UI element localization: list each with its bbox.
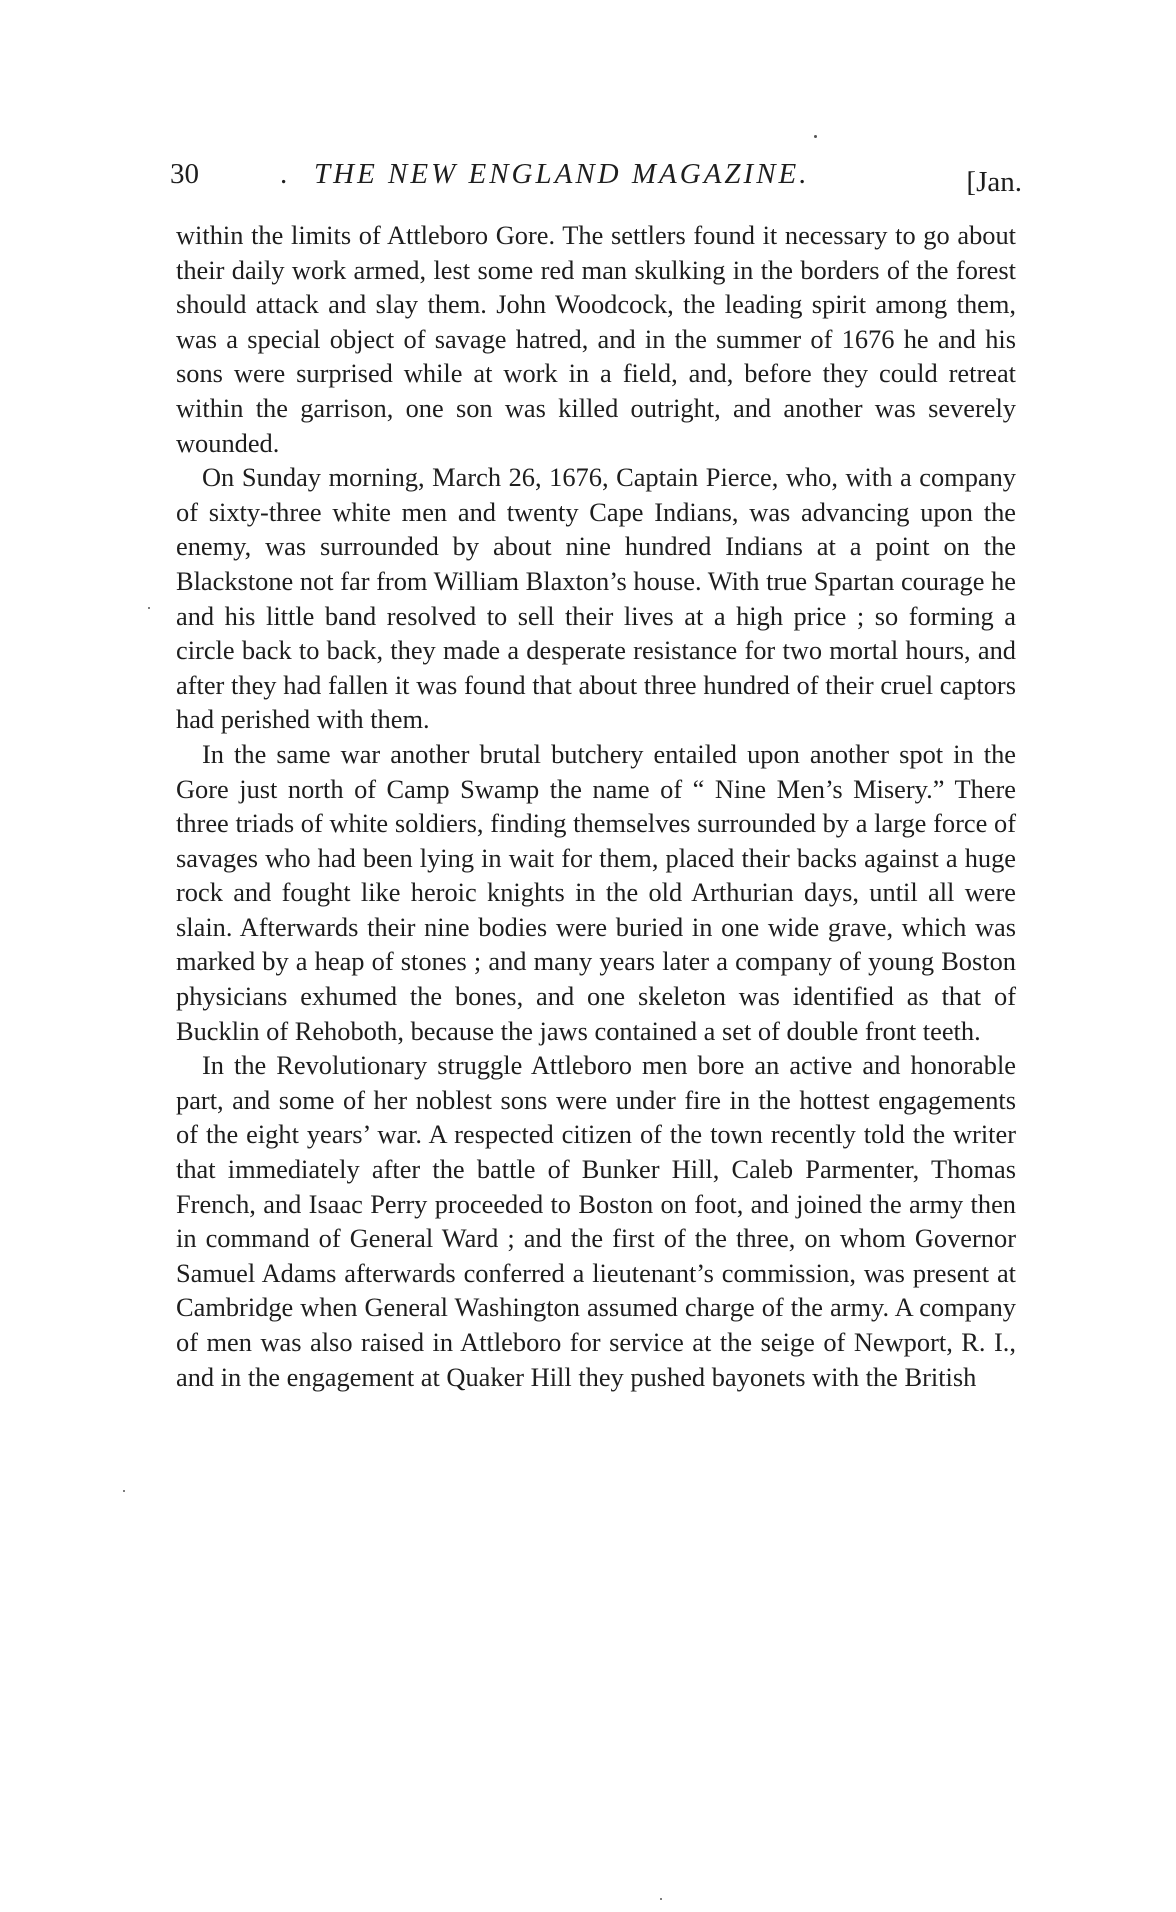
article-body [176, 218, 1016, 1394]
journal-title: THE NEW ENGLAND MAGAZINE. [314, 158, 810, 190]
issue-month: [Jan. [966, 166, 1022, 198]
paragraph-nine-mens-misery: In the same war another brutal butchery entailed upon another spot in the Gore just north of Camp Swamp the name of “ Nine Men’s Misery.” There three triads of white soldiers, finding themselves surrounded by a large force of savages who had been lying in wait for them, placed their backs against a huge rock and fought like heroic knights in the old Arthurian days, until all were slain. Afterwards their nine bodies were buried in one wide grave, which was marked by a heap of stones ; and many years later a company of young Boston physicians exhumed the bones, and one skeleton was identified as that of Bucklin of Rehoboth, because the jaws contained a set of double front teeth. [176, 738, 1016, 1046]
paper-speck [123, 1490, 125, 1492]
running-head [170, 158, 1022, 206]
paragraph-continued: within the limits of Attleboro Gore. The settlers found it necessary to go about their daily work armed, lest some red man skulking in the borders of the forest should attack and slay them. John Woodcock, the leading spirit among them, was a special object of savage hatred, and in the summer of 1676 he and his sons were surprised while at work in a field, and, before they could retreat within the garrison, one son was killed outright, and another was severely wounded. [176, 220, 1016, 458]
paper-speck [148, 607, 150, 609]
page-number: 30 [170, 158, 199, 190]
paper-speck [814, 135, 817, 138]
paragraph-revolutionary-struggle: In the Revolutionary struggle Attleboro men bore an active and honorable part, and some of her noblest sons were under fire in the hottest engagements of the eight years’ war. A respected citizen of the town recently told the writer that immediately after the battle of Bunker Hill, Caleb Parmenter, Thomas French, and Isaac Perry proceeded to Boston on foot, and joined the army then in command of General Ward ; and the first of the three, on whom Governor Samuel Adams afterwards conferred a lieutenant’s commission, was present at Cambridge when General Washington assumed charge of the army. A company of men was also raised in Attleboro for service at the seige of Newport, R. I., and in the engagement at Quaker Hill they pushed bayonets with the British [176, 1050, 1016, 1392]
paragraph-captain-pierce: On Sunday morning, March 26, 1676, Captain Pierce, who, with a company of sixty-three white men and twenty Cape Indians, was advancing upon the enemy, was surrounded by about nine hundred Indians at a point on the Blackstone not far from William Blaxton’s house. With true Spartan courage he and his little band resolved to sell their lives at a high price ; so forming a circle back to back, they made a desperate resistance for two mortal hours, and after they had fallen it was found that about three hundred of their cruel captors had perished with them. [176, 462, 1016, 735]
paper-speck [660, 1898, 662, 1900]
header-separator: . [280, 158, 288, 190]
